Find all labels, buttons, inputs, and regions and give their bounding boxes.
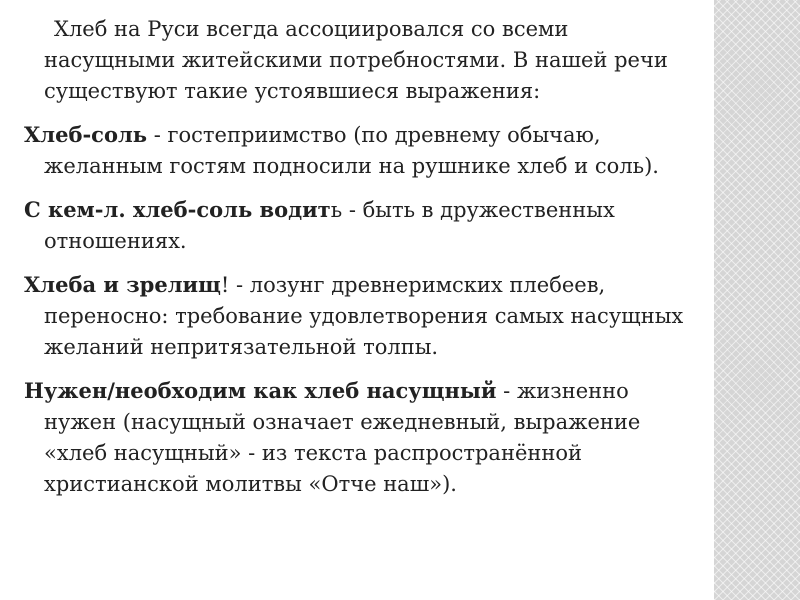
entry-term: Хлеб-соль (24, 122, 148, 147)
entry-definition: жизненно нужен (насущный означает ежедневный, выражение «хлеб насущный» - из текста распространённой христианской молитвы «Отче наш»). (44, 379, 641, 496)
entry-term: Нужен/необходим как хлеб насущный (24, 378, 497, 403)
entry-term: С кем-л. хлеб-соль водит (24, 197, 331, 222)
entry-term-tail: ь (330, 198, 343, 222)
slide-text (24, 14, 704, 512)
entry-separator: - (496, 379, 517, 403)
entry-separator: - (342, 198, 363, 222)
entry-khleb-sol-vodit (24, 194, 704, 257)
entry-definition: быть в дружественных отношениях. (44, 198, 615, 253)
intro-paragraph: Хлеб на Руси всегда ассоциировался со всеми насущными житейскими потребностями. В нашей речи существуют такие устоявшиеся выражения: (44, 17, 668, 103)
decorative-side-band (714, 0, 800, 600)
entry-term: Хлеба и зрелищ (24, 272, 221, 297)
entry-term-tail: ! (220, 273, 230, 297)
entry-khleba-i-zrelishch (24, 269, 704, 363)
entry-khleb-sol (24, 119, 704, 182)
entry-separator: - (229, 273, 250, 297)
entry-definition: лозунг древнеримских плебеев, переносно: требование удовлетворения самых насущных желаний непритязательной толпы. (44, 273, 684, 359)
entry-separator: - (147, 123, 168, 147)
entry-khleb-nasushchny (24, 375, 704, 500)
entry-definition: гостеприимство (по древнему обычаю, желанным гостям подносили на рушнике хлеб и соль). (44, 123, 659, 178)
